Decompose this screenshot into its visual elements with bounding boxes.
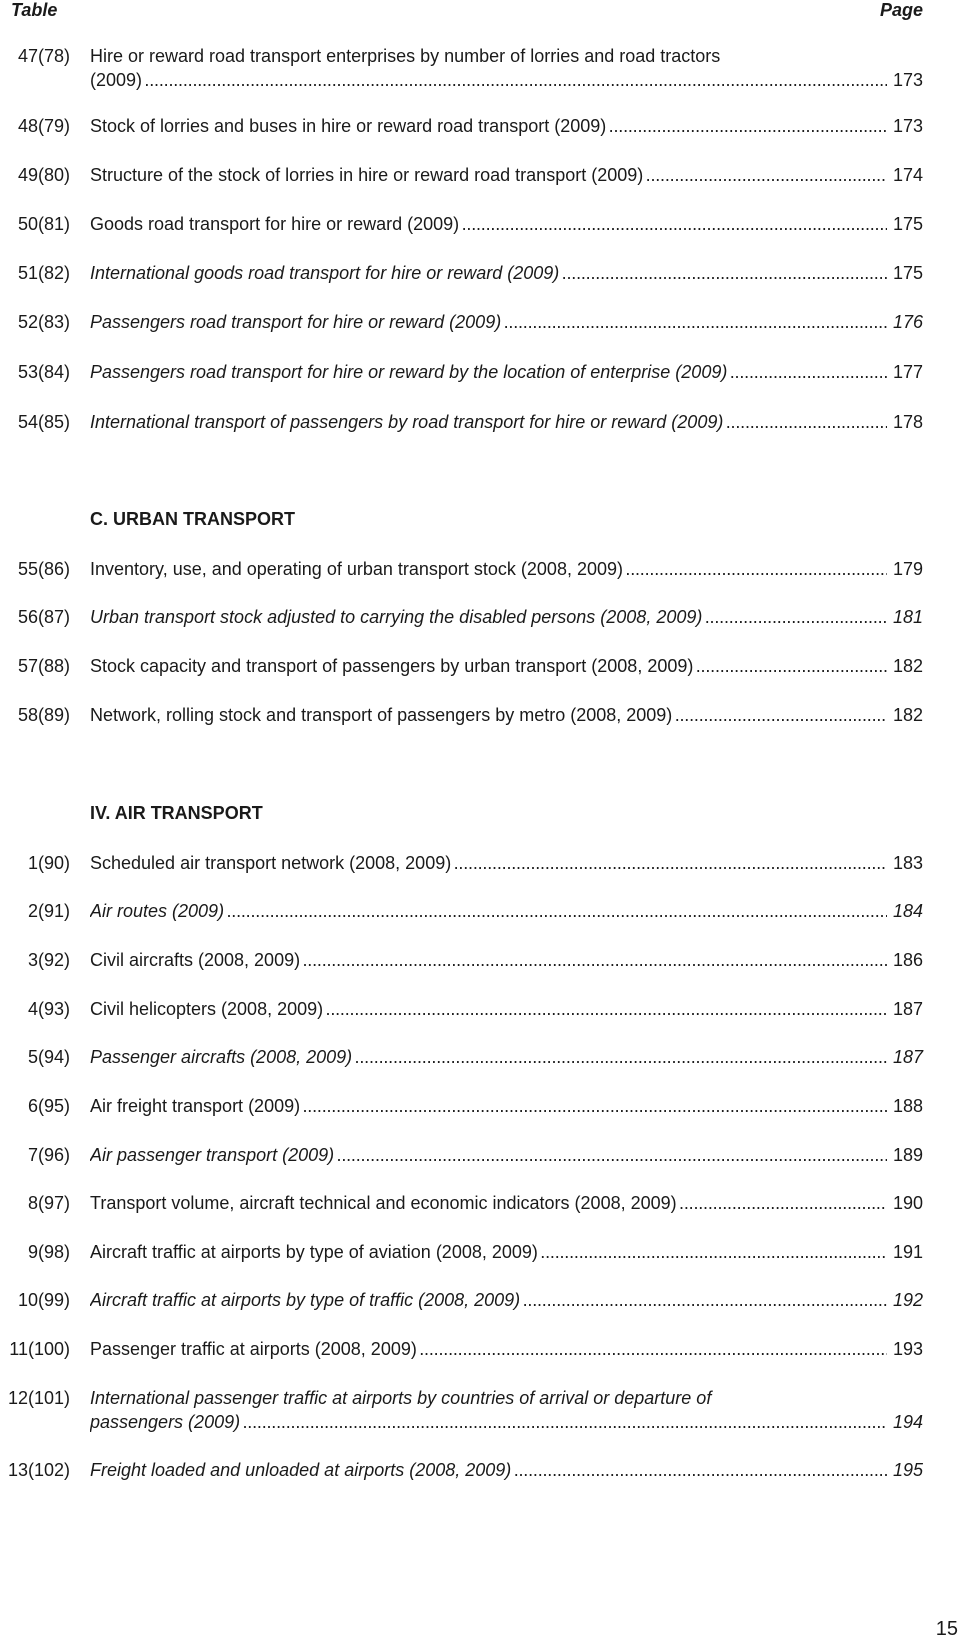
table-number: 54(85)	[17, 412, 70, 432]
toc-entry[interactable]	[0, 410, 960, 434]
page-number: 175	[892, 263, 923, 283]
page-number: 190	[892, 1193, 923, 1213]
table-title-line1: International passenger traffic at airports by countries of arrival or departure of	[90, 1388, 712, 1408]
table-title: Civil helicopters (2008, 2009) . . .	[90, 997, 887, 1021]
table-number: 50(81)	[17, 214, 70, 234]
toc-entry[interactable]	[0, 1191, 960, 1215]
section-heading-urban: C. URBAN TRANSPORT	[90, 509, 295, 529]
table-number: 3(92)	[27, 950, 70, 970]
page-number: 183	[892, 853, 923, 873]
toc-entry[interactable]	[0, 557, 960, 581]
table-number: 7(96)	[27, 1145, 70, 1165]
table-number: 51(82)	[17, 263, 70, 283]
table-title: Network, rolling stock and transport of passengers by metro (2008, 2009) . . .	[90, 703, 887, 727]
toc-entry[interactable]	[0, 654, 960, 678]
table-title: International goods road transport for hire or reward (2009) . . .	[90, 261, 887, 285]
table-number: 55(86)	[17, 559, 70, 579]
toc-entry[interactable]	[0, 261, 960, 285]
table-number: 53(84)	[17, 362, 70, 382]
table-column-label: Table	[11, 0, 58, 20]
page-number: 192	[892, 1290, 923, 1310]
page-number: 173	[892, 116, 923, 136]
table-number: 5(94)	[27, 1047, 70, 1067]
table-number: 12(101)	[7, 1388, 70, 1408]
page-number: 173	[892, 70, 923, 90]
table-number: 57(88)	[17, 656, 70, 676]
toc-header	[0, 0, 960, 24]
toc-entry[interactable]	[0, 44, 960, 68]
table-number: 56(87)	[17, 607, 70, 627]
toc-entry[interactable]	[0, 1386, 960, 1410]
toc-entry[interactable]	[0, 163, 960, 187]
table-number: 8(97)	[27, 1193, 70, 1213]
table-title: Stock of lorries and buses in hire or reward road transport (2009) . . .	[90, 114, 887, 138]
table-title-line1: Hire or reward road transport enterprises by number of lorries and road tractors	[90, 46, 721, 66]
table-number: 13(102)	[7, 1460, 70, 1480]
table-number: 4(93)	[27, 999, 70, 1019]
table-title: Structure of the stock of lorries in hire or reward road transport (2009) . . .	[90, 163, 887, 187]
table-number: 49(80)	[17, 165, 70, 185]
table-number: 2(91)	[27, 901, 70, 921]
page-number: 177	[892, 362, 923, 382]
table-title-line2: passengers (2009) . . .	[90, 1410, 887, 1434]
table-number: 6(95)	[27, 1096, 70, 1116]
footer-page-number: 15	[935, 1618, 958, 1640]
toc-entry[interactable]	[0, 114, 960, 138]
toc-entry-continuation[interactable]	[0, 68, 960, 92]
table-title: Aircraft traffic at airports by type of aviation (2008, 2009) . . .	[90, 1240, 887, 1264]
table-title: Passengers road transport for hire or reward (2009) . . .	[90, 310, 887, 334]
table-title: Stock capacity and transport of passengers by urban transport (2008, 2009) . . .	[90, 654, 887, 678]
toc-entry[interactable]	[0, 1288, 960, 1312]
page-number: 186	[892, 950, 923, 970]
table-number: 11(100)	[9, 1339, 70, 1359]
table-number: 52(83)	[17, 312, 70, 332]
table-number: 1(90)	[27, 853, 70, 873]
page-number: 182	[892, 656, 923, 676]
section-heading-air: IV. AIR TRANSPORT	[90, 803, 263, 823]
table-title: Transport volume, aircraft technical and economic indicators (2008, 2009) . . .	[90, 1191, 887, 1215]
page-number: 179	[892, 559, 923, 579]
page-number: 187	[892, 999, 923, 1019]
table-number: 47(78)	[17, 46, 70, 66]
table-title: Freight loaded and unloaded at airports (2008, 2009) . . .	[90, 1458, 887, 1482]
page-column-label: Page	[879, 0, 923, 20]
page-number: 178	[892, 412, 923, 432]
table-title: Passenger aircrafts (2008, 2009) . . .	[90, 1045, 887, 1069]
page-number: 191	[892, 1242, 923, 1262]
toc-entry[interactable]	[0, 948, 960, 972]
table-title: Urban transport stock adjusted to carrying the disabled persons (2008, 2009) . . .	[90, 605, 887, 629]
toc-entry[interactable]	[0, 360, 960, 384]
toc-entry[interactable]	[0, 851, 960, 875]
toc-entry[interactable]	[0, 1337, 960, 1361]
table-title: International transport of passengers by road transport for hire or reward (2009) . . .	[90, 410, 887, 434]
toc-entry[interactable]	[0, 703, 960, 727]
table-number: 10(99)	[17, 1290, 70, 1310]
table-title: Scheduled air transport network (2008, 2009) . . .	[90, 851, 887, 875]
table-title: Passengers road transport for hire or reward by the location of enterprise (2009) . . .	[90, 360, 887, 384]
toc-entry[interactable]	[0, 1458, 960, 1482]
page-number: 181	[892, 607, 923, 627]
page-number: 189	[892, 1145, 923, 1165]
toc-entry[interactable]	[0, 605, 960, 629]
table-title: Inventory, use, and operating of urban transport stock (2008, 2009) . . .	[90, 557, 887, 581]
table-title: Aircraft traffic at airports by type of traffic (2008, 2009) . . .	[90, 1288, 887, 1312]
table-number: 9(98)	[27, 1242, 70, 1262]
toc-entry[interactable]	[0, 899, 960, 923]
table-number: 58(89)	[17, 705, 70, 725]
page-number: 182	[892, 705, 923, 725]
table-title: Passenger traffic at airports (2008, 2009) . . .	[90, 1337, 887, 1361]
table-title: Air passenger transport (2009) . . .	[90, 1143, 887, 1167]
page-number: 193	[892, 1339, 923, 1359]
table-title-line2: (2009) . . .	[90, 68, 887, 92]
toc-entry[interactable]	[0, 997, 960, 1021]
page-number: 194	[892, 1412, 923, 1432]
table-title: Goods road transport for hire or reward (2009) . . .	[90, 212, 887, 236]
table-title: Air freight transport (2009) . . .	[90, 1094, 887, 1118]
page-number: 174	[892, 165, 923, 185]
toc-entry[interactable]	[0, 1143, 960, 1167]
page-number: 195	[892, 1460, 923, 1480]
table-title: Civil aircrafts (2008, 2009) . . .	[90, 948, 887, 972]
toc-entry[interactable]	[0, 1240, 960, 1264]
toc-entry[interactable]	[0, 1045, 960, 1069]
toc-entry-continuation[interactable]	[0, 1410, 960, 1434]
toc-entry[interactable]	[0, 310, 960, 334]
page-number: 184	[892, 901, 923, 921]
table-title: Air routes (2009) . . .	[90, 899, 887, 923]
table-number: 48(79)	[17, 116, 70, 136]
page-number: 188	[892, 1096, 923, 1116]
toc-entry[interactable]	[0, 1094, 960, 1118]
toc-entry[interactable]	[0, 212, 960, 236]
page-number: 187	[892, 1047, 923, 1067]
page-number: 176	[892, 312, 923, 332]
page-number: 175	[892, 214, 923, 234]
